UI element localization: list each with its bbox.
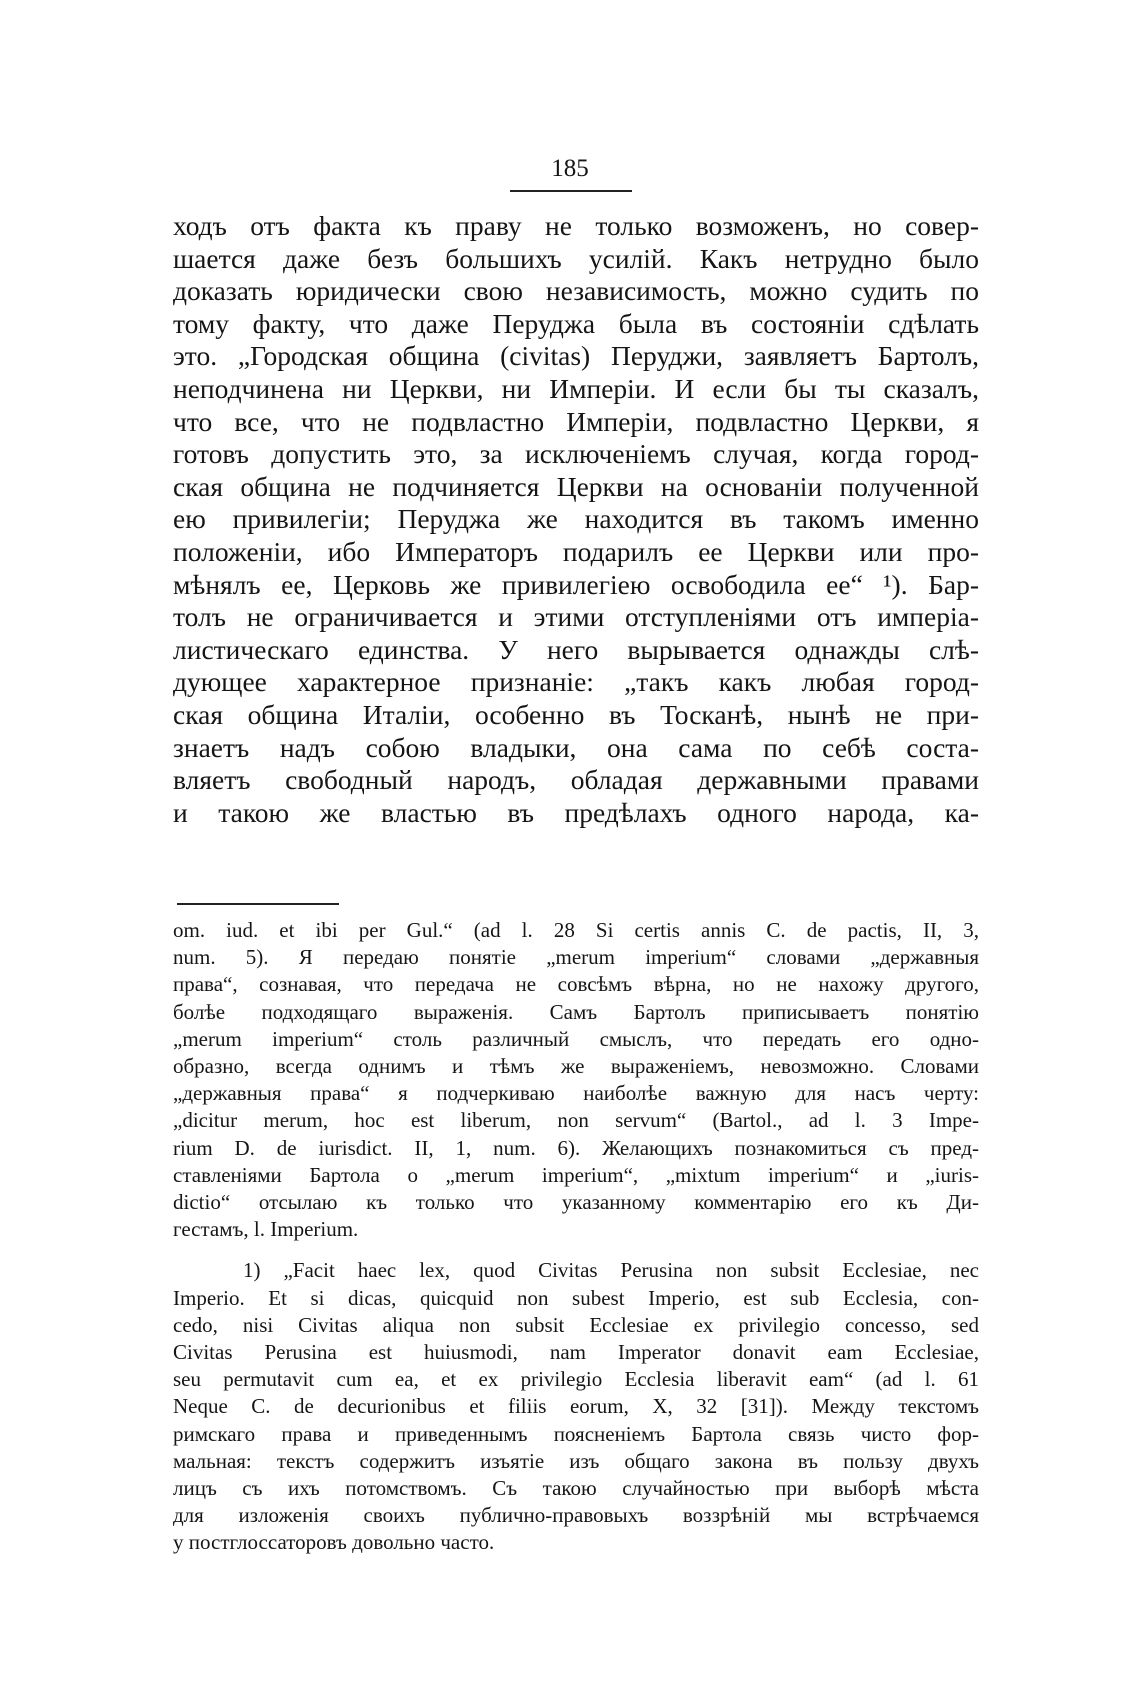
main-text-line: листическаго единства. У него вырывается однажды слѣ- — [173, 633, 979, 665]
main-text-line: что все, что не подвластно Имперіи, подвластно Церкви, я — [173, 405, 979, 437]
footnote-line: „merum imperium“ столь различный смыслъ, что передать его одно- — [173, 1026, 979, 1051]
footnote-line: ставленіями Бартола о „merum imperium“, „mixtum imperium“ и „iuris- — [173, 1162, 979, 1187]
footnote-line: права“, сознавая, что передача не совсѣмъ вѣрна, но не нахожу другого, — [173, 972, 979, 997]
main-text-line: готовъ допустить это, за исключеніемъ случая, когда город- — [173, 438, 979, 470]
footnote-line: rium D. de iurisdict. II, 1, num. 6). Желающихъ познакомиться съ пред- — [173, 1135, 979, 1160]
main-text-line: дующее характерное признаніе: „такъ какъ любая город- — [173, 666, 979, 698]
main-text-line: ходъ отъ факта къ праву не только возможенъ, но совер- — [173, 210, 979, 241]
footnotes — [173, 917, 979, 1557]
footnote-line: „dicitur merum, hoc est liberum, non servum“ (Bartol., ad l. 3 Impe- — [173, 1108, 979, 1133]
footnote-line: seu permutavit cum ea, et ex privilegio Ecclesia liberavit eam“ (ad l. 61 — [173, 1367, 979, 1392]
main-text-line: доказать юридически свою независимость, можно судить по — [173, 275, 979, 307]
footnote-continued — [173, 917, 979, 1243]
main-text-line: тому факту, что даже Перуджа была въ состояніи сдѣлать — [173, 307, 979, 339]
footnote-line: лицъ съ ихъ потомствомъ. Съ такою случайностью при выборѣ мѣста — [173, 1476, 979, 1501]
page-number: 185 — [551, 155, 589, 182]
main-text-line: знаетъ надъ собою владыки, она сама по себѣ соста- — [173, 731, 979, 763]
footnote-line: у постглоссаторовъ довольно часто. — [173, 1530, 495, 1555]
main-text-line: вляетъ свободный народъ, обладая державными правами — [173, 764, 979, 796]
footnote-line: Civitas Perusina est huiusmodi, nam Imperator donavit eam Ecclesiae, — [173, 1340, 979, 1365]
main-text-line: положеніи, ибо Императоръ подарилъ ее Церкви или про- — [173, 535, 979, 567]
main-text-line: шается даже безъ большихъ усилій. Какъ нетрудно было — [173, 242, 979, 274]
main-text-line: ею привилегіи; Перуджа же находится въ такомъ именно — [173, 503, 979, 535]
footnote-line: num. 5). Я передаю понятіе „merum imperium“ словами „державныя — [173, 945, 979, 970]
footnote-separator-rule — [177, 903, 339, 905]
main-text-line: толъ не ограничивается и этими отступленіями отъ имперіа- — [173, 601, 979, 633]
footnote-line: образно, всегда однимъ и тѣмъ же выраженіемъ, невозможно. Словами — [173, 1054, 979, 1079]
footnote-line: cedo, nisi Civitas aliqua non subsit Ecclesiae ex privilegio concesso, sed — [173, 1312, 979, 1337]
footnote-line: „державныя права“ я подчеркиваю наиболѣе важную для насъ черту: — [173, 1081, 979, 1106]
main-text — [173, 210, 979, 829]
footnote-line: гестамъ, l. Imperium. — [173, 1217, 359, 1242]
footnote-line: мальная: текстъ содержитъ изъятіе изъ общаго закона въ пользу двухъ — [173, 1448, 979, 1473]
footnote-1 — [173, 1257, 979, 1556]
footnote-line: для изложенія своихъ публично-правовыхъ воззрѣній мы встрѣчаемся — [173, 1503, 979, 1528]
footnote-line: 1) „Facit haec lex, quod Civitas Perusina non subsit Ecclesiae, nec — [243, 1258, 979, 1283]
page-number-rule — [510, 190, 632, 192]
main-text-line: это. „Городская община (civitas) Перуджи, заявляетъ Бартолъ, — [173, 340, 979, 372]
footnote-line: Neque C. de decurionibus et filiis eorum, X, 32 [31]). Между текстомъ — [173, 1394, 979, 1419]
footnote-line: om. iud. et ibi per Gul.“ (ad l. 28 Si certis annis C. de pactis, II, 3, — [173, 918, 979, 942]
main-text-line: неподчинена ни Церкви, ни Имперіи. И если бы ты сказалъ, — [173, 372, 979, 404]
footnote-gap — [173, 1243, 979, 1257]
main-text-line: мѣнялъ ее, Церковь же привилегіею освободила ее“ ¹). Бар- — [173, 568, 979, 600]
footnote-line: Imperio. Et si dicas, quicquid non subest Imperio, est sub Ecclesia, con- — [173, 1285, 979, 1310]
main-text-line: ская община Италіи, особенно въ Тосканѣ, нынѣ не при- — [173, 698, 979, 730]
footnote-line: болѣе подходящаго выраженія. Самъ Бартолъ приписываетъ понятію — [173, 999, 979, 1024]
main-text-line: и такою же властью въ предѣлахъ одного народа, ка- — [173, 796, 979, 828]
footnote-line: dictio“ отсылаю къ только что указанному комментарію его къ Ди- — [173, 1190, 979, 1215]
footnote-line: римскаго права и приведеннымъ поясненіемъ Бартола связь чисто фор- — [173, 1421, 979, 1446]
main-text-line: ская община не подчиняется Церкви на основаніи полученной — [173, 470, 979, 502]
